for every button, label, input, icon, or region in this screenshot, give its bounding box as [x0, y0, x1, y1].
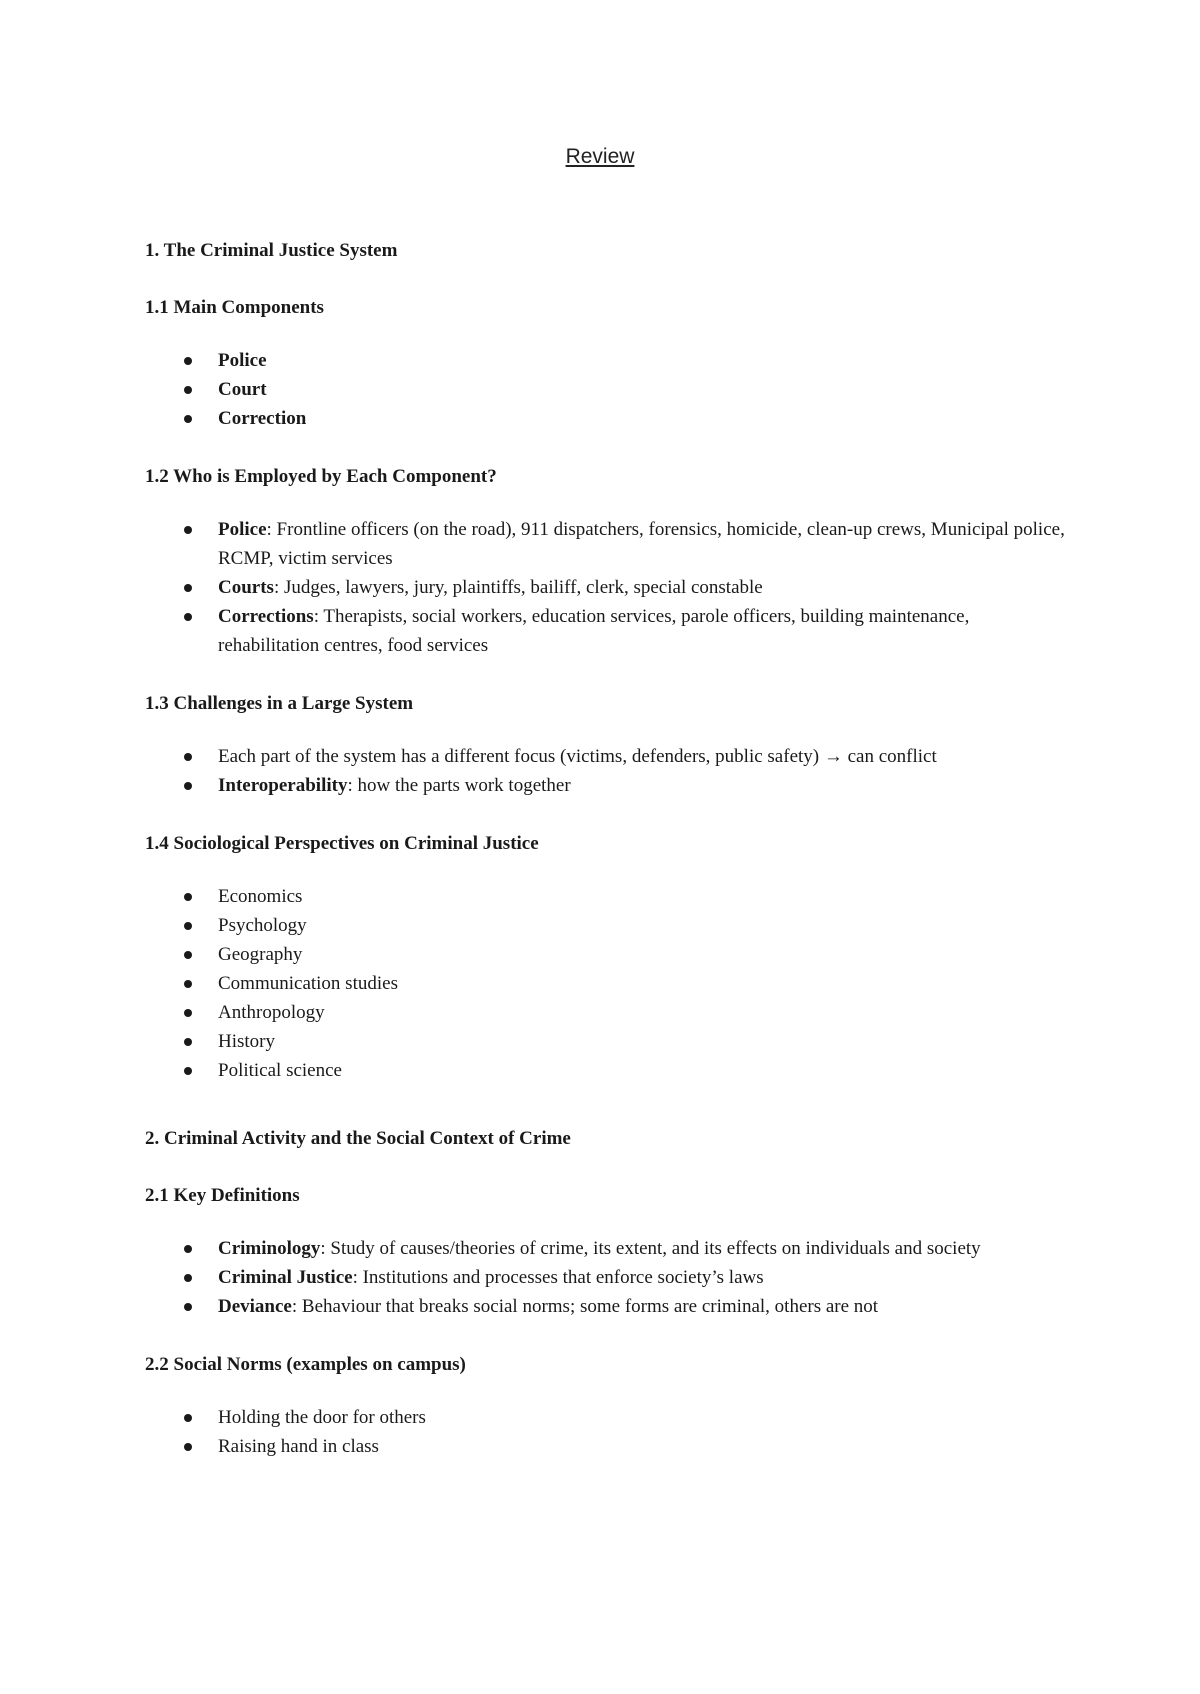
term: Police — [218, 519, 267, 540]
term: Criminal Justice — [218, 1267, 353, 1288]
list-item: Geography — [218, 940, 1065, 969]
definitions-list — [145, 1234, 1065, 1321]
employment-list — [145, 515, 1065, 660]
description: : Judges, lawyers, jury, plaintiffs, bailiff, clerk, special constable — [273, 577, 763, 598]
list-item — [218, 1292, 1065, 1321]
term: Deviance — [218, 1296, 292, 1317]
document-body — [145, 236, 1065, 1490]
section-1-2-heading: 1.2 Who is Employed by Each Component? — [145, 466, 497, 487]
list-item — [218, 573, 1065, 602]
challenges-list — [145, 742, 1065, 800]
term: Interoperability — [218, 775, 348, 796]
list-item: History — [218, 1027, 1065, 1056]
section-1-3-heading: 1.3 Challenges in a Large System — [145, 693, 414, 714]
list-item: Economics — [218, 882, 1065, 911]
section-2-heading: 2. Criminal Activity and the Social Context of Crime — [145, 1128, 571, 1149]
list-item: Court — [218, 375, 1065, 404]
list-item: Communication studies — [218, 969, 1065, 998]
description: : Therapists, social workers, education services, parole officers, building maintenance, rehabilitation centres, food services — [218, 606, 970, 656]
perspectives-list — [145, 882, 1065, 1085]
list-item — [218, 1263, 1065, 1292]
section-1-heading: 1. The Criminal Justice System — [145, 240, 398, 261]
description: : Behaviour that breaks social norms; some forms are criminal, others are not — [291, 1296, 879, 1317]
description: : Frontline officers (on the road), 911 dispatchers, forensics, homicide, clean-up crews, Municipal police, RCMP, victim services — [218, 519, 1065, 569]
description: : how the parts work together — [347, 775, 571, 796]
section-1-1-heading: 1.1 Main Components — [145, 297, 324, 318]
page-title: Review — [565, 145, 635, 168]
description: : Study of causes/theories of crime, its extent, and its effects on individuals and society — [320, 1238, 981, 1259]
term: Courts — [218, 577, 274, 598]
list-item: Anthropology — [218, 998, 1065, 1027]
social-norms-list — [145, 1403, 1065, 1461]
list-item: Psychology — [218, 911, 1065, 940]
description: : Institutions and processes that enforce society’s laws — [352, 1267, 764, 1288]
list-item: Police — [218, 346, 1065, 375]
list-item: Political science — [218, 1056, 1065, 1085]
section-1-4-heading: 1.4 Sociological Perspectives on Criminal Justice — [145, 833, 539, 854]
list-item: Raising hand in class — [218, 1432, 1065, 1461]
list-item: Each part of the system has a different focus (victims, defenders, public safety) → can conflict — [218, 742, 1065, 771]
list-item: Correction — [218, 404, 1065, 433]
list-item — [218, 602, 1065, 660]
term: Corrections — [218, 606, 314, 627]
section-2-1-heading: 2.1 Key Definitions — [145, 1185, 300, 1206]
section-2-2-heading: 2.2 Social Norms (examples on campus) — [145, 1354, 466, 1375]
main-components-list — [145, 346, 1065, 433]
list-item — [218, 1234, 1065, 1263]
list-item: Holding the door for others — [218, 1403, 1065, 1432]
list-item — [218, 515, 1065, 573]
term: Criminology — [218, 1238, 321, 1259]
list-item — [218, 771, 1065, 800]
